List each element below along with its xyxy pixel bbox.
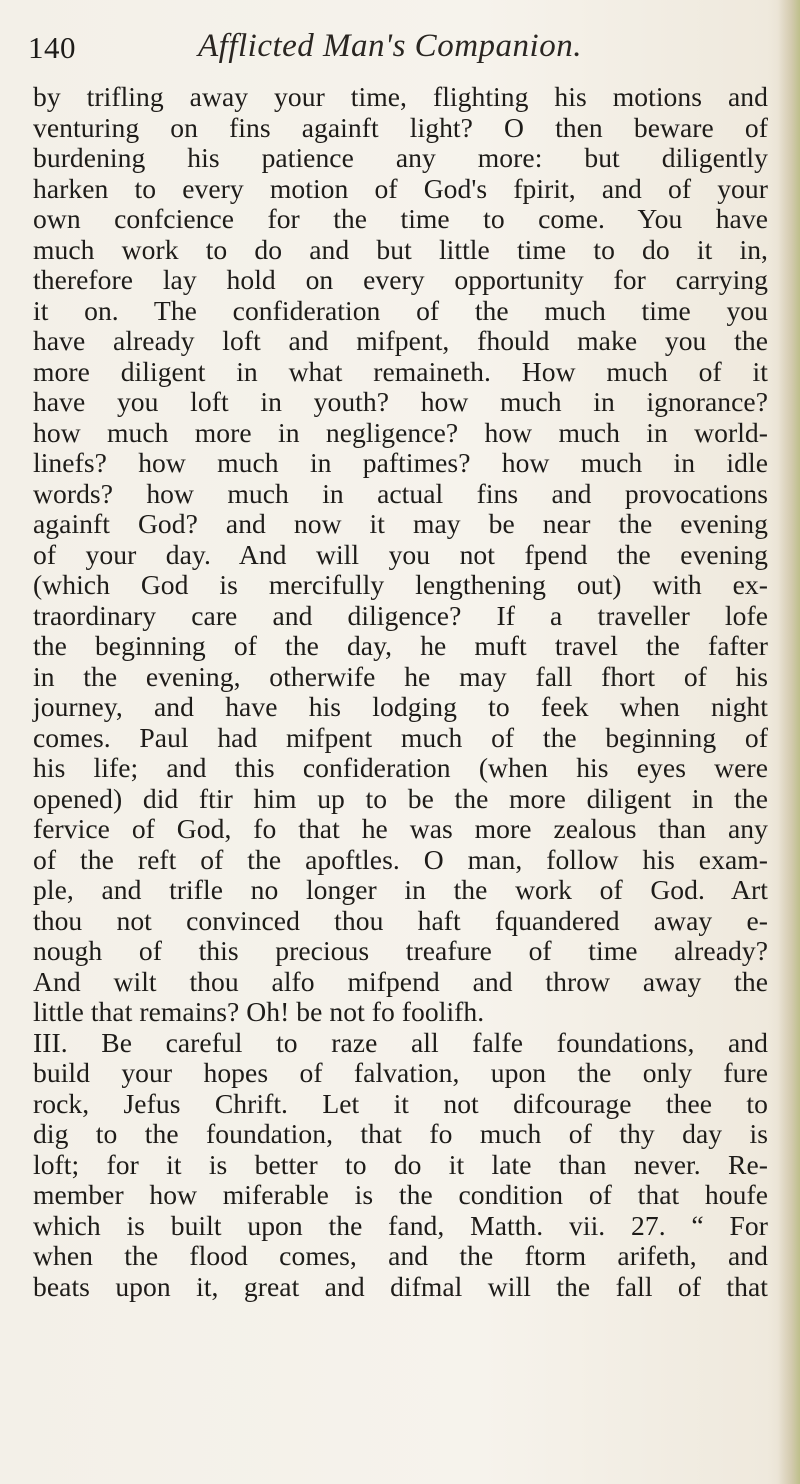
text-line: beats upon it, great and difmal will the fall of that [33,1270,768,1302]
text-line: thou not convinced thou haft fquandered away e- [33,904,768,936]
text-line: harken to every motion of God's fpirit, and of your [33,172,768,204]
text-line: againft God? and now it may be near the evening [33,508,768,539]
text-line: build your hopes of falvation, upon the only fure [33,1057,768,1088]
text-line: linefs? how much in paftimes? how much in idle [33,447,768,478]
text-line: his life; and this confideration (when his eyes were [33,752,768,783]
text-line: loft; for it is better to do it late than never. Re- [33,1148,768,1180]
text-line: venturing on fins againft light? O then beware of [33,111,768,143]
text-line: in the evening, otherwife he may fall fhort of his [33,660,768,692]
text-line: when the flood comes, and the ftorm arifeth, and [33,1240,768,1271]
text-line: opened) did ftir him up to be the more diligent in the [33,782,768,814]
text-line: how much more in negligence? how much in world- [33,416,768,448]
body-text [33,82,768,1302]
text-line: III. Be careful to raze all falfe foundations, and [33,1026,768,1058]
text-line: member how miferable is the condition of that houfe [33,1179,768,1210]
text-line: ple, and trifle no longer in the work of God. Art [33,874,768,905]
text-line: traordinary care and diligence? If a traveller lofe [33,599,768,631]
text-line: it on. The confideration of the much time you [33,294,768,326]
text-line: nough of this precious treafure of time already? [33,935,768,966]
text-line: dig to the foundation, that fo much of thy day is [33,1118,768,1149]
page-header [28,22,768,72]
page-edge-shadow [778,0,800,1484]
text-line: by trifling away your time, flighting his motions and [33,81,768,112]
text-line: more diligent in what remaineth. How much of it [33,355,768,387]
page-number: 140 [28,30,76,65]
text-line: therefore lay hold on every opportunity for carrying [33,264,768,295]
text-line: fervice of God, fo that he was more zealous than any [33,813,768,844]
text-line: words? how much in actual fins and provocations [33,477,768,509]
text-line: (which God is mercifully lengthening out) with ex- [33,569,768,600]
text-line: of the reft of the apoftles. O man, follow his exam- [33,843,768,875]
text-line: rock, Jefus Chrift. Let it not difcourage thee to [33,1087,768,1119]
text-line: have already loft and mifpent, fhould make you the [33,325,768,356]
text-line: journey, and have his lodging to feek when night [33,691,768,722]
text-line: of your day. And will you not fpend the evening [33,538,768,570]
text-line: the beginning of the day, he muft travel the fafter [33,630,768,661]
text-line: burdening his patience any more: but diligently [33,142,768,173]
text-line: little that remains? Oh! be not fo foolifh. [33,996,485,1027]
text-line: which is built upon the fand, Matth. vii. 27. “ For [33,1209,768,1241]
running-head: Afflicted Man's Companion. [198,28,582,64]
text-line: comes. Paul had mifpent much of the beginning of [33,721,768,753]
text-line: have you loft in youth? how much in ignorance? [33,386,768,417]
text-line: own confcience for the time to come. You have [33,203,768,234]
text-line: And wilt thou alfo mifpend and throw away the [33,965,768,997]
text-line: much work to do and but little time to do it in, [33,233,768,265]
